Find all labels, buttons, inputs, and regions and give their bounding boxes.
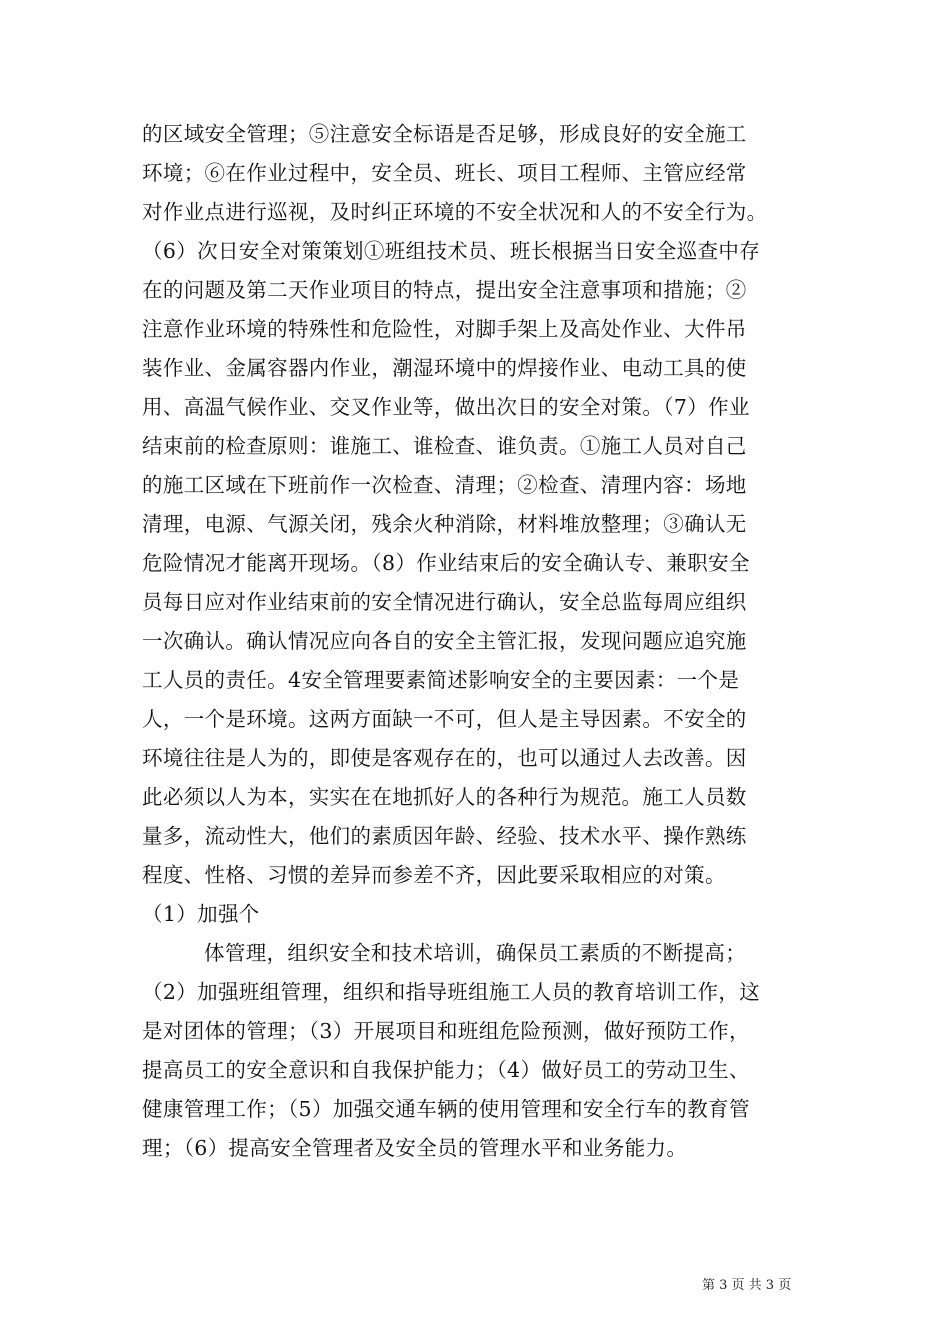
body-text-line: 员每日应对作业结束前的安全情况进行确认，安全总监每周应组织 xyxy=(142,590,747,614)
body-text-line: 此必须以人为本，实实在在地抓好人的各种行为规范。施工人员数 xyxy=(142,785,747,809)
body-text-line: 理；（6）提高安全管理者及安全员的管理水平和业务能力。 xyxy=(142,1136,688,1160)
body-text-line: 健康管理工作；（5）加强交通车辆的使用管理和安全行车的教育管 xyxy=(142,1097,750,1121)
body-text-line: 提高员工的安全意识和自我保护能力；（4）做好员工的劳动卫生、 xyxy=(142,1058,750,1082)
body-text-line: 清理，电源、气源关闭，残余火种消除，材料堆放整理；③确认无 xyxy=(142,512,747,536)
body-text-line: （1）加强个 xyxy=(142,902,260,926)
body-text-line: 一次确认。确认情况应向各自的安全主管汇报，发现问题应追究施 xyxy=(142,629,747,653)
body-text-line: 注意作业环境的特殊性和危险性，对脚手架上及高处作业、大件吊 xyxy=(142,317,747,341)
body-text-line: 结束前的检查原则：谁施工、谁检查、谁负责。①施工人员对自己 xyxy=(142,434,747,458)
body-text-line: 程度、性格、习惯的差异而参差不齐，因此要采取相应的对策。 xyxy=(142,863,726,887)
body-text-line: 是对团体的管理；（3）开展项目和班组危险预测，做好预防工作， xyxy=(142,1019,750,1043)
body-text-line: 危险情况才能离开现场。（8）作业结束后的安全确认专、兼职安全 xyxy=(142,551,750,575)
paragraph-first-line: 体管理，组织安全和技术培训，确保员工素质的不断提高； xyxy=(204,941,747,965)
body-text-line: （2）加强班组管理，组织和指导班组施工人员的教育培训工作，这 xyxy=(142,980,761,1004)
body-text-line: 在的问题及第二天作业项目的特点，提出安全注意事项和措施；② xyxy=(142,278,747,302)
body-text-line: 对作业点进行巡视，及时纠正环境的不安全状况和人的不安全行为。 xyxy=(142,200,768,224)
body-text-line: 环境往往是人为的，即使是客观存在的，也可以通过人去改善。因 xyxy=(142,746,747,770)
body-text-line: （6）次日安全对策策划①班组技术员、班长根据当日安全巡查中存 xyxy=(142,239,761,263)
body-text-line: 人，一个是环境。这两方面缺一不可，但人是主导因素。不安全的 xyxy=(142,707,747,731)
body-text-line: 的施工区域在下班前作一次检查、清理；②检查、清理内容：场地 xyxy=(142,473,747,497)
body-text-line: 环境；⑥在作业过程中，安全员、班长、项目工程师、主管应经常 xyxy=(142,161,747,185)
body-text-line: 用、高温气候作业、交叉作业等，做出次日的安全对策。（7）作业 xyxy=(142,395,750,419)
page-number-footer: 第 3 页 共 3 页 xyxy=(702,1278,792,1293)
body-text-line: 量多，流动性大，他们的素质因年龄、经验、技术水平、操作熟练 xyxy=(142,824,747,848)
body-text-line: 装作业、金属容器内作业，潮湿环境中的焊接作业、电动工具的使 xyxy=(142,356,747,380)
body-text-line: 的区域安全管理；⑤注意安全标语是否足够，形成良好的安全施工 xyxy=(142,122,747,146)
body-text-line: 工人员的责任。4安全管理要素简述影响安全的主要因素：一个是 xyxy=(142,668,740,692)
